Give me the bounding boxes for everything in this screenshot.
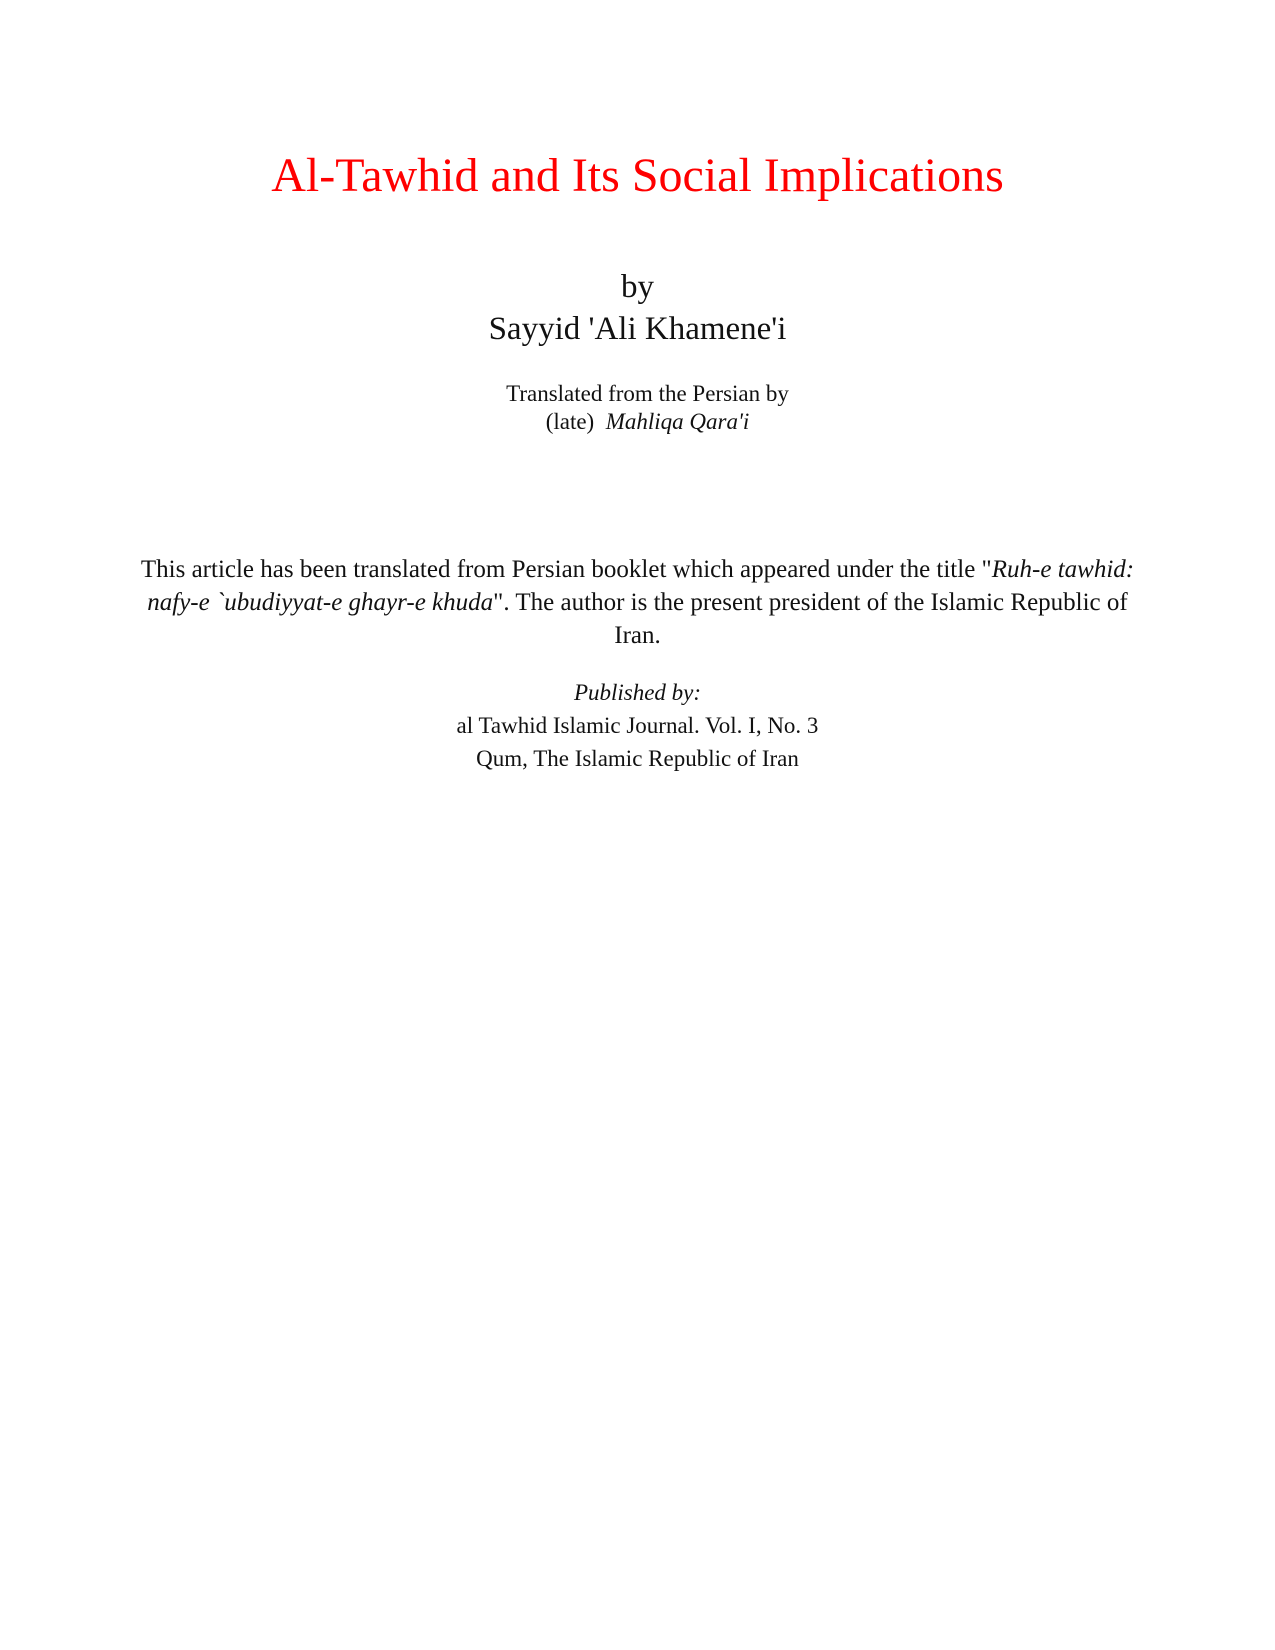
translation-line: Translated from the Persian by	[506, 381, 789, 406]
author-name: Sayyid 'Ali Khamene'i	[488, 311, 787, 347]
note-text-after: ". The author is the present president of the Islamic Republic of Iran.	[493, 589, 1128, 649]
translator-line	[20, 408, 1275, 436]
journal-name: al Tawhid Islamic Journal. Vol. I, No. 3	[456, 713, 819, 738]
translator-name: Mahliqa Qara'i	[605, 409, 750, 434]
publisher-label: Published by:	[573, 680, 702, 705]
byline	[0, 266, 1275, 350]
translator-prefix: (late)	[545, 409, 595, 434]
publication-place: Qum, The Islamic Republic of Iran	[476, 746, 799, 771]
article-note	[140, 553, 1135, 652]
note-text-before: This article has been translated from Persian booklet which appeared under the title "	[140, 556, 992, 583]
publisher-block	[0, 676, 1275, 775]
booklet-title: Ruh-e tawhid: nafy-e `ubudiyyat-e ghayr-e khuda	[147, 556, 1135, 616]
document-title: Al-Tawhid and Its Social Implications	[271, 149, 1004, 202]
translation-credit	[0, 380, 1275, 436]
byline-by: by	[621, 269, 654, 305]
